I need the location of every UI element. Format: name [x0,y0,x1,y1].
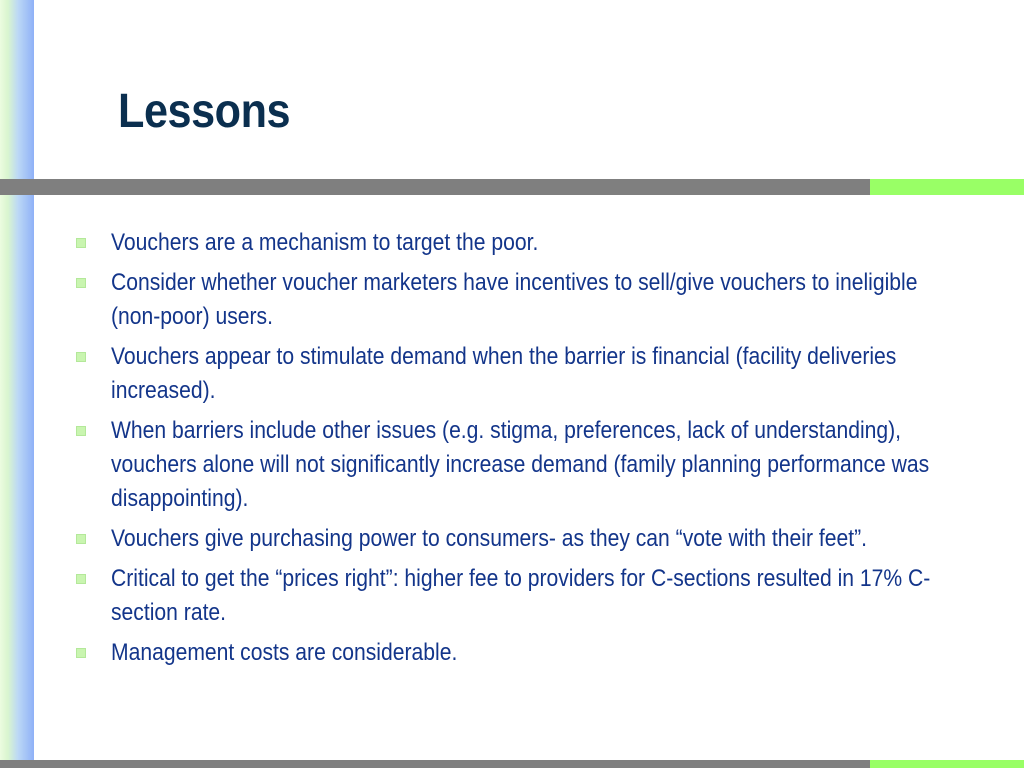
square-bullet-icon [76,278,86,288]
bullet-item [74,636,974,670]
bullet-item [74,266,974,334]
bullet-text: When barriers include other issues (e.g. stigma, preferences, lack of understanding), vouchers alone will not significantly increase demand (family planning performance was disappointing). [111,417,930,512]
bullet-item [74,226,974,260]
bullet-item [74,522,974,556]
slide-title: Lessons [118,85,291,138]
bullet-text: Consider whether voucher marketers have incentives to sell/give vouchers to ineligible (non-poor) users. [111,269,918,330]
bullet-item [74,340,974,408]
title-divider-gray [0,179,870,195]
left-edge-gradient [0,0,34,768]
bullet-text: Vouchers appear to stimulate demand when the barrier is financial (facility deliveries increased). [111,343,897,404]
square-bullet-icon [76,238,86,248]
bottom-divider-green [870,760,1024,768]
bottom-divider-gray [0,760,870,768]
bullet-text: Vouchers give purchasing power to consumers- as they can “vote with their feet”. [111,525,868,552]
bullet-text: Critical to get the “prices right”: higher fee to providers for C-sections resulted in 17% C-section rate. [111,565,931,626]
bullet-text: Management costs are considerable. [111,639,458,666]
bullet-list [74,226,974,676]
bullet-item [74,562,974,630]
square-bullet-icon [76,426,86,436]
square-bullet-icon [76,534,86,544]
bullet-item [74,414,974,516]
square-bullet-icon [76,352,86,362]
title-divider-green [870,179,1024,195]
square-bullet-icon [76,648,86,658]
square-bullet-icon [76,574,86,584]
bullet-text: Vouchers are a mechanism to target the poor. [111,229,539,256]
